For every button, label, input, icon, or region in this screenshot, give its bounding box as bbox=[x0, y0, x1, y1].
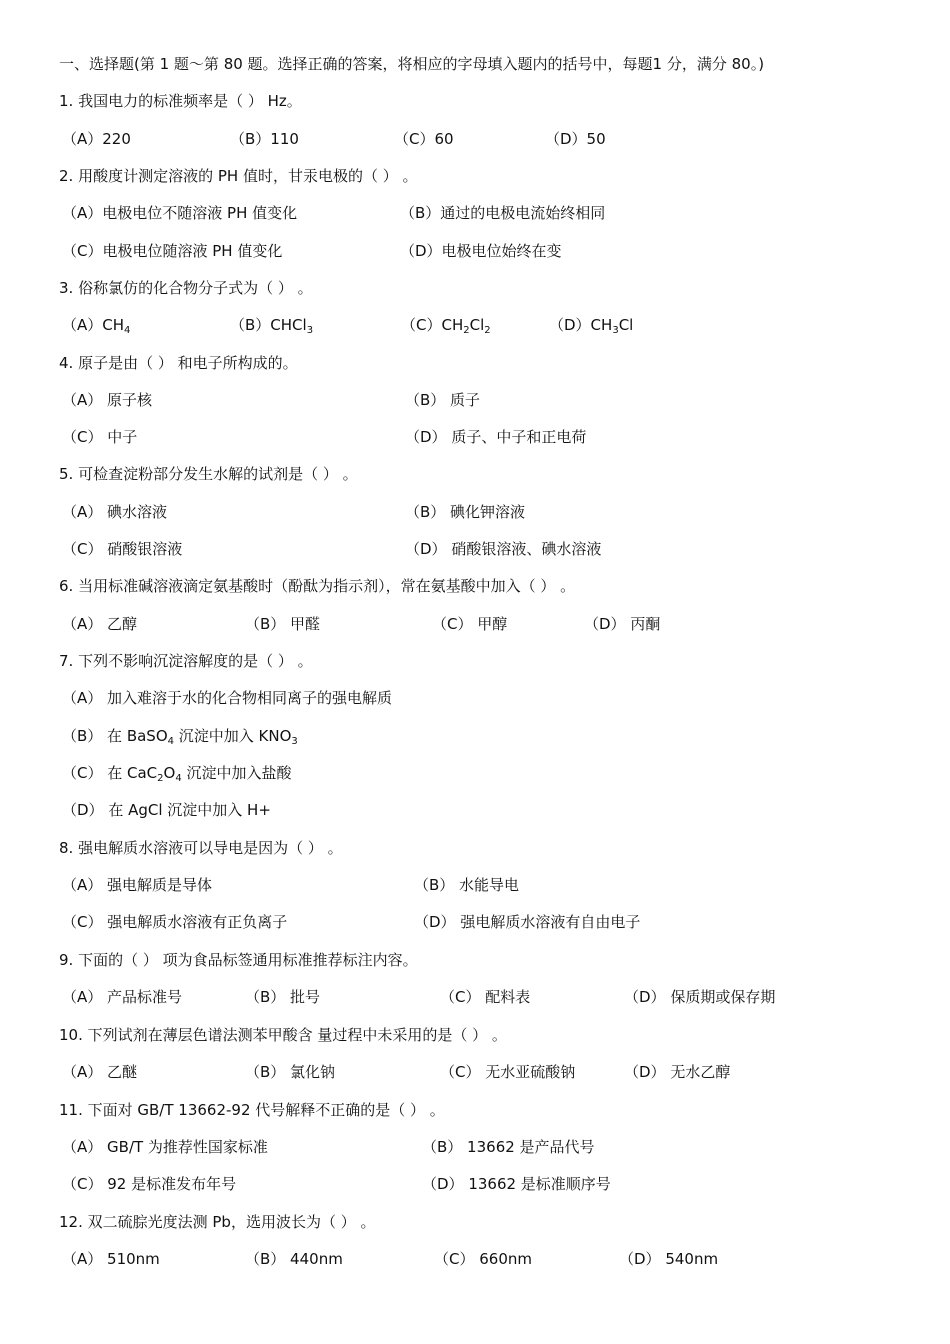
answer-option: （A）220 bbox=[62, 130, 131, 148]
question-stem: 3. 俗称氯仿的化合物分子式为（ ） 。 bbox=[59, 279, 313, 297]
question-stem: 4. 原子是由（ ） 和电子所构成的。 bbox=[59, 354, 298, 372]
answer-option: （C） 甲醇 bbox=[432, 615, 508, 633]
answer-option: （D） 丙酮 bbox=[584, 615, 661, 633]
answer-option: （D） 在 AgCl 沉淀中加入 H+ bbox=[62, 801, 271, 819]
answer-option: （A） 碘水溶液 bbox=[62, 503, 168, 521]
answer-option: （D） 无水乙醇 bbox=[624, 1063, 731, 1081]
answer-option: （C） 无水亚硫酸钠 bbox=[440, 1063, 576, 1081]
answer-option: （D） 强电解质水溶液有自由电子 bbox=[414, 913, 641, 931]
answer-option bbox=[62, 761, 292, 785]
answer-option: （C） 强电解质水溶液有正负离子 bbox=[62, 913, 288, 931]
answer-option: （B） 碘化钾溶液 bbox=[405, 503, 526, 521]
answer-option: （A） 原子核 bbox=[62, 391, 153, 409]
formula-text: Cl bbox=[618, 316, 634, 334]
question-stem: 1. 我国电力的标准频率是（ ） Hz。 bbox=[59, 92, 302, 110]
subscript: 2 bbox=[484, 325, 491, 336]
answer-option bbox=[401, 313, 491, 337]
question-stem: 10. 下列试剂在薄层色谱法测苯甲酸含 量过程中未采用的是（ ） 。 bbox=[59, 1026, 507, 1044]
question-stem: 5. 可检查淀粉部分发生水解的试剂是（ ） 。 bbox=[59, 465, 358, 483]
answer-option: （A） 加入难溶于水的化合物相同离子的强电解质 bbox=[62, 689, 393, 707]
answer-option: （A） 510nm bbox=[62, 1250, 160, 1268]
answer-option: （B） 质子 bbox=[405, 391, 481, 409]
question-stem: 8. 强电解质水溶液可以导电是因为（ ） 。 bbox=[59, 839, 343, 857]
question-stem: 12. 双二硫腙光度法测 Pb，选用波长为（ ） 。 bbox=[59, 1213, 376, 1231]
answer-option: （D） 质子、中子和正电荷 bbox=[405, 428, 587, 446]
answer-option: （B）通过的电极电流始终相同 bbox=[400, 204, 606, 222]
subscript: 2 bbox=[157, 773, 164, 784]
answer-option: （D） 540nm bbox=[619, 1250, 719, 1268]
subscript: 3 bbox=[291, 736, 298, 747]
answer-option: （A） 强电解质是导体 bbox=[62, 876, 213, 894]
answer-option bbox=[230, 313, 313, 337]
answer-option: （A） 产品标准号 bbox=[62, 988, 183, 1006]
answer-option: （C） 92 是标准发布年号 bbox=[62, 1175, 237, 1193]
formula-text: 沉淀中加入盐酸 bbox=[181, 764, 292, 782]
answer-option: （C） 中子 bbox=[62, 428, 138, 446]
formula-text: （B）CHCl bbox=[230, 316, 307, 334]
subscript: 4 bbox=[124, 325, 131, 336]
answer-option: （D） 硝酸银溶液、碘水溶液 bbox=[405, 540, 602, 558]
answer-option: （D）电极电位始终在变 bbox=[400, 242, 562, 260]
answer-option: （B）110 bbox=[230, 130, 299, 148]
answer-option: （A） GB/T 为推荐性国家标准 bbox=[62, 1138, 268, 1156]
formula-text: （C） 在 CaC bbox=[62, 764, 158, 782]
formula-text: 沉淀中加入 KNO bbox=[174, 727, 292, 745]
answer-option: （A） 乙醇 bbox=[62, 615, 138, 633]
question-stem: 9. 下面的（ ） 项为食品标签通用标准推荐标注内容。 bbox=[59, 951, 418, 969]
answer-option: （C） 660nm bbox=[434, 1250, 532, 1268]
answer-option: （D） 13662 是标准顺序号 bbox=[422, 1175, 611, 1193]
formula-text: （D）CH bbox=[549, 316, 613, 334]
answer-option: （A）电极电位不随溶液 PH 值变化 bbox=[62, 204, 298, 222]
subscript: 4 bbox=[175, 773, 182, 784]
question-stem: 11. 下面对 GB/T 13662-92 代号解释不正确的是（ ） 。 bbox=[59, 1101, 445, 1119]
answer-option: （D）50 bbox=[545, 130, 606, 148]
question-stem: 7. 下列不影响沉淀溶解度的是（ ） 。 bbox=[59, 652, 313, 670]
answer-option: （B） 水能导电 bbox=[414, 876, 520, 894]
answer-option: （B） 氯化钠 bbox=[245, 1063, 336, 1081]
answer-option bbox=[62, 313, 130, 337]
question-stem: 6. 当用标准碱溶液滴定氨基酸时（酚酞为指示剂），常在氨基酸中加入（ ） 。 bbox=[59, 577, 576, 595]
answer-option: （C） 配料表 bbox=[440, 988, 531, 1006]
answer-option bbox=[549, 313, 633, 337]
formula-text: （A）CH bbox=[62, 316, 125, 334]
answer-option: （C）电极电位随溶液 PH 值变化 bbox=[62, 242, 283, 260]
subscript: 2 bbox=[463, 325, 470, 336]
subscript: 3 bbox=[306, 325, 314, 336]
answer-option: （C）60 bbox=[394, 130, 454, 148]
subscript: 3 bbox=[612, 325, 619, 336]
section-header: 一、选择题(第 1 题～第 80 题。选择正确的答案，将相应的字母填入题内的括号中，每题1 分，满分 80。) bbox=[59, 55, 765, 73]
answer-option: （C） 硝酸银溶液 bbox=[62, 540, 183, 558]
answer-option: （B） 440nm bbox=[245, 1250, 343, 1268]
formula-text: Cl bbox=[469, 316, 485, 334]
formula-text: O bbox=[163, 764, 176, 782]
answer-option bbox=[62, 724, 298, 748]
subscript: 4 bbox=[167, 736, 175, 747]
answer-option: （B） 批号 bbox=[245, 988, 321, 1006]
answer-option: （D） 保质期或保存期 bbox=[624, 988, 776, 1006]
question-stem: 2. 用酸度计测定溶液的 PH 值时，甘汞电极的（ ） 。 bbox=[59, 167, 418, 185]
answer-option: （B） 甲醛 bbox=[245, 615, 321, 633]
formula-text: （B） 在 BaSO bbox=[62, 727, 168, 745]
formula-text: （C）CH bbox=[401, 316, 464, 334]
answer-option: （A） 乙醚 bbox=[62, 1063, 138, 1081]
answer-option: （B） 13662 是产品代号 bbox=[422, 1138, 595, 1156]
